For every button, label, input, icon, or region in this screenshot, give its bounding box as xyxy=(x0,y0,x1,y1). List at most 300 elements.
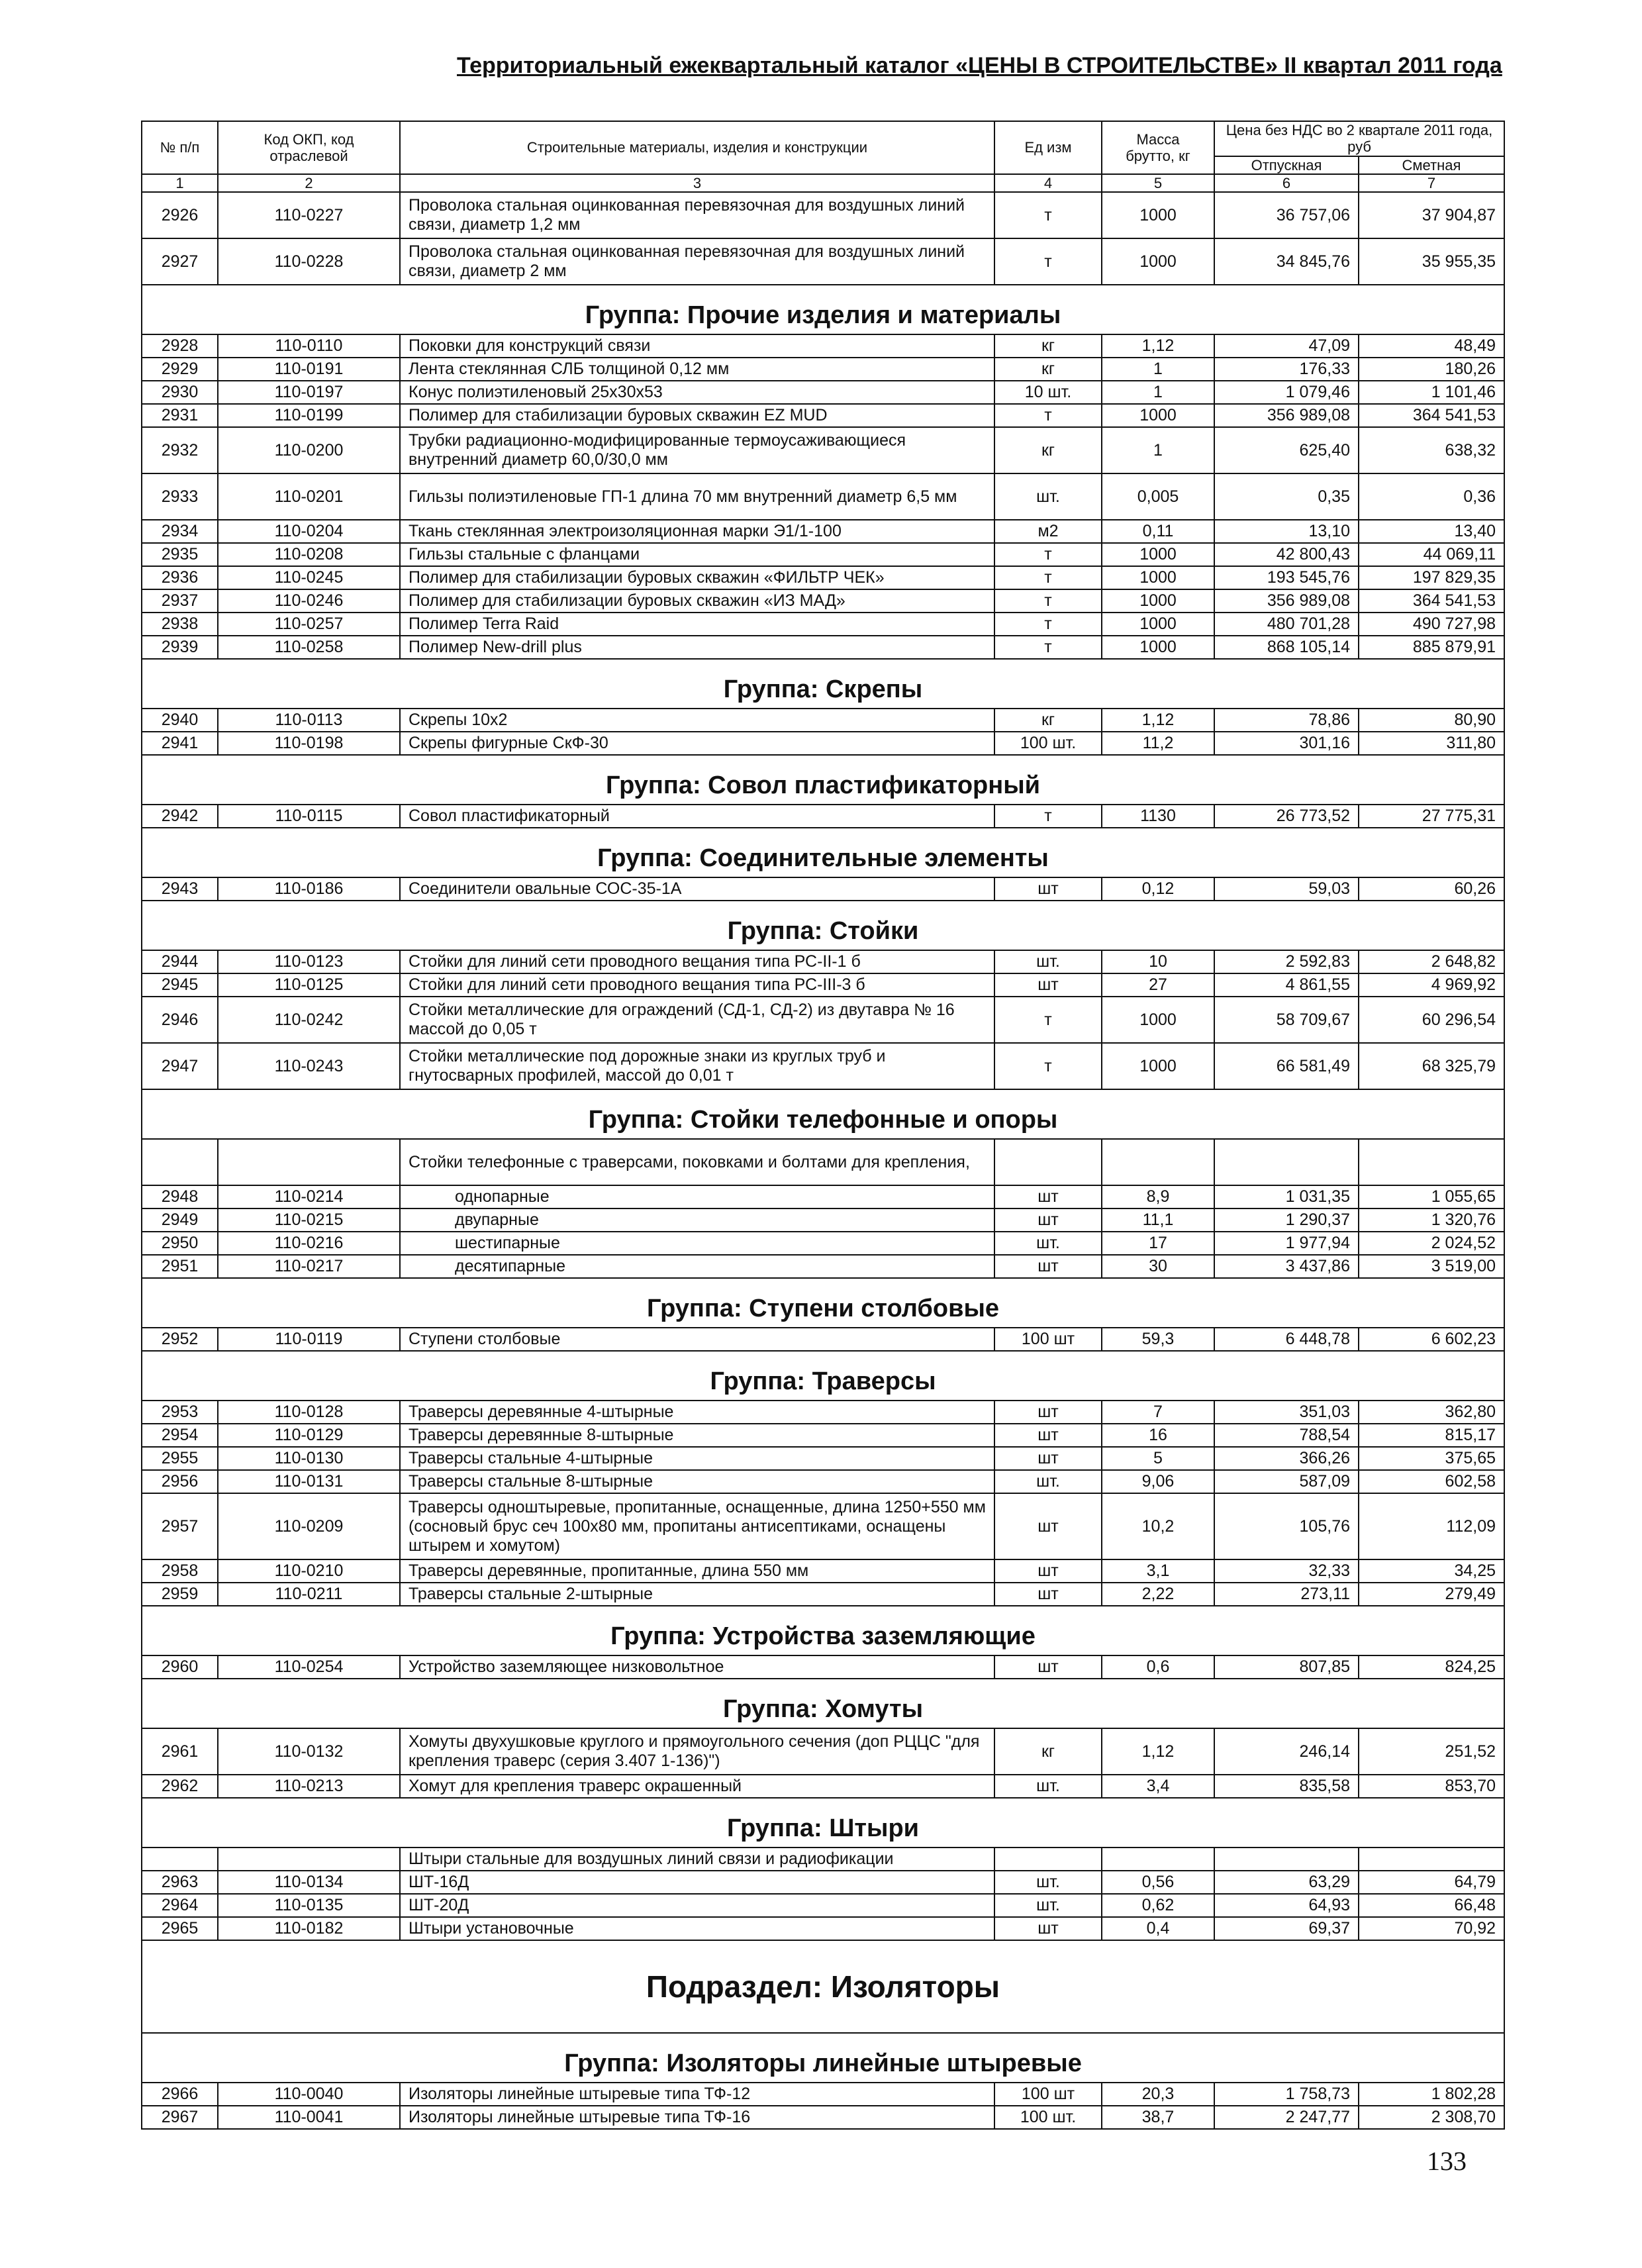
item-name: Изоляторы линейные штыревые типа ТФ-12 xyxy=(400,2083,994,2106)
unit: т xyxy=(994,192,1102,238)
price-release xyxy=(1214,1848,1359,1871)
item-name: ШТ-20Д xyxy=(400,1894,994,1917)
price-estimate: 885 879,91 xyxy=(1359,636,1504,659)
mass xyxy=(1102,1848,1214,1871)
table-row xyxy=(142,404,1504,427)
row-number: 2939 xyxy=(142,636,218,659)
row-number: 2965 xyxy=(142,1917,218,1940)
price-release: 1 977,94 xyxy=(1214,1232,1359,1255)
row-code: 110-0200 xyxy=(218,427,400,473)
price-estimate: 13,40 xyxy=(1359,520,1504,543)
group-title: Группа: Устройства заземляющие xyxy=(142,1606,1504,1655)
row-number: 2956 xyxy=(142,1470,218,1493)
unit: шт xyxy=(994,1401,1102,1424)
price-estimate: 197 829,35 xyxy=(1359,566,1504,589)
mass xyxy=(1102,1139,1214,1185)
price-estimate: 3 519,00 xyxy=(1359,1255,1504,1278)
row-code: 110-0245 xyxy=(218,566,400,589)
group-title: Группа: Изоляторы линейные штыревые xyxy=(142,2033,1504,2083)
row-code: 110-0134 xyxy=(218,1871,400,1894)
row-code: 110-0213 xyxy=(218,1775,400,1798)
row-number: 2952 xyxy=(142,1328,218,1351)
row-number: 2957 xyxy=(142,1493,218,1559)
mass: 1,12 xyxy=(1102,334,1214,358)
col-number: 6 xyxy=(1214,174,1359,192)
price-release: 835,58 xyxy=(1214,1775,1359,1798)
price-estimate: 80,90 xyxy=(1359,709,1504,732)
price-estimate: 364 541,53 xyxy=(1359,589,1504,613)
mass: 20,3 xyxy=(1102,2083,1214,2106)
price-release: 1 758,73 xyxy=(1214,2083,1359,2106)
unit: шт xyxy=(994,1185,1102,1208)
mass: 5 xyxy=(1102,1447,1214,1470)
price-release: 1 079,46 xyxy=(1214,381,1359,404)
price-estimate xyxy=(1359,1848,1504,1871)
price-estimate: 48,49 xyxy=(1359,334,1504,358)
price-estimate: 2 648,82 xyxy=(1359,950,1504,973)
table-row xyxy=(142,543,1504,566)
price-estimate: 6 602,23 xyxy=(1359,1328,1504,1351)
price-release: 807,85 xyxy=(1214,1655,1359,1679)
mass: 10 xyxy=(1102,950,1214,973)
price-estimate: 1 055,65 xyxy=(1359,1185,1504,1208)
table-row xyxy=(142,1447,1504,1470)
price-estimate: 1 320,76 xyxy=(1359,1208,1504,1232)
row-code: 110-0227 xyxy=(218,192,400,238)
group-title: Группа: Соединительные элементы xyxy=(142,828,1504,877)
item-name: Полимер Terra Raid xyxy=(400,613,994,636)
unit: шт xyxy=(994,1559,1102,1583)
mass: 3,4 xyxy=(1102,1775,1214,1798)
unit: т xyxy=(994,238,1102,285)
row-number: 2943 xyxy=(142,877,218,901)
row-number: 2931 xyxy=(142,404,218,427)
col-estimate-header: Сметная xyxy=(1359,156,1504,174)
unit: шт. xyxy=(994,1775,1102,1798)
price-estimate: 60 296,54 xyxy=(1359,997,1504,1043)
price-estimate: 44 069,11 xyxy=(1359,543,1504,566)
table-row xyxy=(142,709,1504,732)
unit: шт xyxy=(994,1655,1102,1679)
unit: шт. xyxy=(994,473,1102,520)
price-release: 273,11 xyxy=(1214,1583,1359,1606)
row-number xyxy=(142,1139,218,1185)
row-code: 110-0123 xyxy=(218,950,400,973)
row-code: 110-0217 xyxy=(218,1255,400,1278)
unit: 100 шт. xyxy=(994,732,1102,755)
price-estimate: 638,32 xyxy=(1359,427,1504,473)
table-row xyxy=(142,238,1504,285)
mass: 11,2 xyxy=(1102,732,1214,755)
row-number: 2942 xyxy=(142,805,218,828)
mass: 8,9 xyxy=(1102,1185,1214,1208)
col-number: 2 xyxy=(218,174,400,192)
group-title: Группа: Траверсы xyxy=(142,1351,1504,1401)
row-code: 110-0215 xyxy=(218,1208,400,1232)
price-estimate: 180,26 xyxy=(1359,358,1504,381)
item-name: Траверсы деревянные 8-штырные xyxy=(400,1424,994,1447)
table-row xyxy=(142,1917,1504,1940)
row-number: 2929 xyxy=(142,358,218,381)
group-title: Группа: Стойки телефонные и опоры xyxy=(142,1089,1504,1139)
item-name: Стойки металлические под дорожные знаки из круглых труб и гнутосварных профилей, массой до 0,01 т xyxy=(400,1043,994,1089)
price-estimate: 34,25 xyxy=(1359,1559,1504,1583)
price-estimate: 602,58 xyxy=(1359,1470,1504,1493)
row-code: 110-0208 xyxy=(218,543,400,566)
price-estimate: 2 308,70 xyxy=(1359,2106,1504,2129)
price-release: 3 437,86 xyxy=(1214,1255,1359,1278)
unit: шт. xyxy=(994,1232,1102,1255)
price-release: 480 701,28 xyxy=(1214,613,1359,636)
item-name: Скрепы фигурные СкФ-30 xyxy=(400,732,994,755)
price-release: 625,40 xyxy=(1214,427,1359,473)
row-code: 110-0214 xyxy=(218,1185,400,1208)
col-number: 7 xyxy=(1359,174,1504,192)
row-number: 2954 xyxy=(142,1424,218,1447)
table-row xyxy=(142,997,1504,1043)
mass: 1 xyxy=(1102,381,1214,404)
price-release: 105,76 xyxy=(1214,1493,1359,1559)
row-number: 2966 xyxy=(142,2083,218,2106)
row-number: 2967 xyxy=(142,2106,218,2129)
price-release: 2 247,77 xyxy=(1214,2106,1359,2129)
price-estimate: 35 955,35 xyxy=(1359,238,1504,285)
group-title: Группа: Скрепы xyxy=(142,659,1504,709)
col-name-header: Строительные материалы, изделия и конструкции xyxy=(400,121,994,174)
row-number: 2953 xyxy=(142,1401,218,1424)
note-row xyxy=(142,1848,1504,1871)
table-row xyxy=(142,1328,1504,1351)
item-name: Проволока стальная оцинкованная перевязочная для воздушных линий связи, диаметр 2 мм xyxy=(400,238,994,285)
row-number: 2948 xyxy=(142,1185,218,1208)
item-name: Изоляторы линейные штыревые типа ТФ-16 xyxy=(400,2106,994,2129)
price-estimate: 37 904,87 xyxy=(1359,192,1504,238)
row-code: 110-0228 xyxy=(218,238,400,285)
row-code: 110-0243 xyxy=(218,1043,400,1089)
mass: 1 xyxy=(1102,427,1214,473)
price-estimate: 824,25 xyxy=(1359,1655,1504,1679)
mass: 7 xyxy=(1102,1401,1214,1424)
mass: 9,06 xyxy=(1102,1470,1214,1493)
mass: 0,56 xyxy=(1102,1871,1214,1894)
group-heading-row xyxy=(142,285,1504,334)
mass: 1000 xyxy=(1102,404,1214,427)
col-mass-header: Масса брутто, кг xyxy=(1102,121,1214,174)
mass: 1000 xyxy=(1102,613,1214,636)
row-code: 110-0197 xyxy=(218,381,400,404)
price-release: 36 757,06 xyxy=(1214,192,1359,238)
price-release: 587,09 xyxy=(1214,1470,1359,1493)
unit: шт xyxy=(994,877,1102,901)
row-code: 110-0182 xyxy=(218,1917,400,1940)
row-code: 110-0211 xyxy=(218,1583,400,1606)
price-estimate xyxy=(1359,1139,1504,1185)
mass: 11,1 xyxy=(1102,1208,1214,1232)
unit: т xyxy=(994,404,1102,427)
item-name: Траверсы одноштыревые, пропитанные, оснащенные, длина 1250+550 мм (сосновый брус сеч 100х80 мм, пропитаны антисептиками, оснащены штырем и хомутом) xyxy=(400,1493,994,1559)
row-code xyxy=(218,1848,400,1871)
row-code: 110-0204 xyxy=(218,520,400,543)
item-name: Траверсы стальные 2-штырные xyxy=(400,1583,994,1606)
table-row xyxy=(142,1424,1504,1447)
price-table xyxy=(141,121,1505,2130)
item-name: Стойки металлические для ограждений (СД-1, СД-2) из двутавра № 16 массой до 0,05 т xyxy=(400,997,994,1043)
table-row xyxy=(142,1255,1504,1278)
price-estimate: 68 325,79 xyxy=(1359,1043,1504,1089)
table-row xyxy=(142,381,1504,404)
mass: 1000 xyxy=(1102,192,1214,238)
unit: шт xyxy=(994,1255,1102,1278)
col-release-header: Отпускная xyxy=(1214,156,1359,174)
item-name: Хомуты двухушковые круглого и прямоугольного сечения (доп РЦЦС "для крепления траверс (серия 3.407 1-136)") xyxy=(400,1728,994,1775)
row-number: 2934 xyxy=(142,520,218,543)
price-release: 246,14 xyxy=(1214,1728,1359,1775)
table-row xyxy=(142,950,1504,973)
mass: 1000 xyxy=(1102,997,1214,1043)
table-row xyxy=(142,427,1504,473)
table-row xyxy=(142,589,1504,613)
item-name: двупарные xyxy=(400,1208,994,1232)
unit: шт xyxy=(994,1424,1102,1447)
unit: 100 шт xyxy=(994,2083,1102,2106)
unit: шт. xyxy=(994,1894,1102,1917)
mass: 2,22 xyxy=(1102,1583,1214,1606)
note-row xyxy=(142,1139,1504,1185)
table-row xyxy=(142,2083,1504,2106)
price-estimate: 70,92 xyxy=(1359,1917,1504,1940)
row-number: 2951 xyxy=(142,1255,218,1278)
row-code: 110-0135 xyxy=(218,1894,400,1917)
unit: кг xyxy=(994,1728,1102,1775)
row-code: 110-0125 xyxy=(218,973,400,997)
table-row xyxy=(142,1894,1504,1917)
row-number: 2962 xyxy=(142,1775,218,1798)
mass: 10,2 xyxy=(1102,1493,1214,1559)
group-heading-row xyxy=(142,755,1504,805)
unit: т xyxy=(994,1043,1102,1089)
mass: 1130 xyxy=(1102,805,1214,828)
item-name: Проволока стальная оцинкованная перевязочная для воздушных линий связи, диаметр 1,2 мм xyxy=(400,192,994,238)
group-title: Группа: Хомуты xyxy=(142,1679,1504,1728)
price-release: 66 581,49 xyxy=(1214,1043,1359,1089)
row-code: 110-0201 xyxy=(218,473,400,520)
col-unit-header: Ед изм xyxy=(994,121,1102,174)
col-num-header: № п/п xyxy=(142,121,218,174)
group-heading-row xyxy=(142,1798,1504,1848)
mass: 0,6 xyxy=(1102,1655,1214,1679)
unit: шт xyxy=(994,973,1102,997)
table-row xyxy=(142,566,1504,589)
price-release: 42 800,43 xyxy=(1214,543,1359,566)
mass: 0,005 xyxy=(1102,473,1214,520)
mass: 1000 xyxy=(1102,636,1214,659)
mass: 38,7 xyxy=(1102,2106,1214,2129)
unit: т xyxy=(994,589,1102,613)
row-number: 2936 xyxy=(142,566,218,589)
table-row xyxy=(142,1493,1504,1559)
row-number: 2959 xyxy=(142,1583,218,1606)
row-code: 110-0128 xyxy=(218,1401,400,1424)
mass: 59,3 xyxy=(1102,1328,1214,1351)
row-code: 110-0186 xyxy=(218,877,400,901)
row-code: 110-0216 xyxy=(218,1232,400,1255)
group-title: Группа: Штыри xyxy=(142,1798,1504,1848)
unit: м2 xyxy=(994,520,1102,543)
unit: т xyxy=(994,997,1102,1043)
item-name: Траверсы стальные 8-штырные xyxy=(400,1470,994,1493)
price-release: 26 773,52 xyxy=(1214,805,1359,828)
table-row xyxy=(142,1655,1504,1679)
price-release: 2 592,83 xyxy=(1214,950,1359,973)
row-code: 110-0131 xyxy=(218,1470,400,1493)
price-estimate: 279,49 xyxy=(1359,1583,1504,1606)
row-code xyxy=(218,1139,400,1185)
row-code: 110-0132 xyxy=(218,1728,400,1775)
unit: кг xyxy=(994,427,1102,473)
item-name: Гильзы стальные с фланцами xyxy=(400,543,994,566)
item-name: Лента стеклянная СЛБ толщиной 0,12 мм xyxy=(400,358,994,381)
unit: 100 шт. xyxy=(994,2106,1102,2129)
unit: т xyxy=(994,566,1102,589)
table-row xyxy=(142,1583,1504,1606)
price-estimate: 60,26 xyxy=(1359,877,1504,901)
mass: 1000 xyxy=(1102,238,1214,285)
row-code: 110-0040 xyxy=(218,2083,400,2106)
row-code: 110-0041 xyxy=(218,2106,400,2129)
group-heading-row xyxy=(142,659,1504,709)
table-row xyxy=(142,613,1504,636)
price-release: 63,29 xyxy=(1214,1871,1359,1894)
price-estimate: 375,65 xyxy=(1359,1447,1504,1470)
subsection-heading-row xyxy=(142,1940,1504,2033)
row-code: 110-0130 xyxy=(218,1447,400,1470)
row-number: 2941 xyxy=(142,732,218,755)
row-code: 110-0113 xyxy=(218,709,400,732)
price-release: 64,93 xyxy=(1214,1894,1359,1917)
price-release: 1 290,37 xyxy=(1214,1208,1359,1232)
row-number: 2947 xyxy=(142,1043,218,1089)
price-estimate: 4 969,92 xyxy=(1359,973,1504,997)
price-release: 32,33 xyxy=(1214,1559,1359,1583)
price-estimate: 27 775,31 xyxy=(1359,805,1504,828)
unit: кг xyxy=(994,358,1102,381)
item-name: Штыри стальные для воздушных линий связи и радиофикации xyxy=(400,1848,994,1871)
price-release: 13,10 xyxy=(1214,520,1359,543)
group-heading-row xyxy=(142,828,1504,877)
subsection-title: Подраздел: Изоляторы xyxy=(142,1940,1504,2033)
price-estimate: 66,48 xyxy=(1359,1894,1504,1917)
group-heading-row xyxy=(142,2033,1504,2083)
row-number: 2955 xyxy=(142,1447,218,1470)
item-name: Конус полиэтиленовый 25х30х53 xyxy=(400,381,994,404)
item-name: шестипарные xyxy=(400,1232,994,1255)
group-title: Группа: Ступени столбовые xyxy=(142,1278,1504,1328)
unit: шт. xyxy=(994,1470,1102,1493)
row-code: 110-0199 xyxy=(218,404,400,427)
unit: шт xyxy=(994,1208,1102,1232)
item-name: Поковки для конструкций связи xyxy=(400,334,994,358)
table-row xyxy=(142,1232,1504,1255)
table-row xyxy=(142,1728,1504,1775)
item-name: Соединители овальные СОС-35-1А xyxy=(400,877,994,901)
item-name: Ступени столбовые xyxy=(400,1328,994,1351)
row-code: 110-0246 xyxy=(218,589,400,613)
table-row xyxy=(142,1208,1504,1232)
mass: 1000 xyxy=(1102,543,1214,566)
row-number: 2950 xyxy=(142,1232,218,1255)
unit: шт xyxy=(994,1583,1102,1606)
row-number xyxy=(142,1848,218,1871)
table-row xyxy=(142,1559,1504,1583)
table-row xyxy=(142,1470,1504,1493)
row-code: 110-0198 xyxy=(218,732,400,755)
table-row xyxy=(142,732,1504,755)
price-release: 69,37 xyxy=(1214,1917,1359,1940)
row-code: 110-0210 xyxy=(218,1559,400,1583)
price-release: 0,35 xyxy=(1214,473,1359,520)
row-code: 110-0258 xyxy=(218,636,400,659)
mass: 27 xyxy=(1102,973,1214,997)
unit: т xyxy=(994,805,1102,828)
table-row xyxy=(142,520,1504,543)
group-heading-row xyxy=(142,1089,1504,1139)
unit: шт xyxy=(994,1917,1102,1940)
price-estimate: 2 024,52 xyxy=(1359,1232,1504,1255)
group-heading-row xyxy=(142,1278,1504,1328)
group-heading-row xyxy=(142,1606,1504,1655)
row-code: 110-0129 xyxy=(218,1424,400,1447)
table-row xyxy=(142,334,1504,358)
row-number: 2944 xyxy=(142,950,218,973)
table-row xyxy=(142,636,1504,659)
row-code: 110-0257 xyxy=(218,613,400,636)
price-estimate: 311,80 xyxy=(1359,732,1504,755)
price-release: 356 989,08 xyxy=(1214,589,1359,613)
row-number: 2927 xyxy=(142,238,218,285)
item-name: Стойки телефонные с траверсами, поковками и болтами для крепления, xyxy=(400,1139,994,1185)
mass: 1,12 xyxy=(1102,1728,1214,1775)
price-release: 788,54 xyxy=(1214,1424,1359,1447)
col-number: 3 xyxy=(400,174,994,192)
price-estimate: 853,70 xyxy=(1359,1775,1504,1798)
row-number: 2937 xyxy=(142,589,218,613)
item-name: Стойки для линий сети проводного вещания типа РС-III-3 б xyxy=(400,973,994,997)
mass: 30 xyxy=(1102,1255,1214,1278)
price-release: 34 845,76 xyxy=(1214,238,1359,285)
table-row xyxy=(142,877,1504,901)
item-name: десятипарные xyxy=(400,1255,994,1278)
unit: 100 шт xyxy=(994,1328,1102,1351)
row-number: 2949 xyxy=(142,1208,218,1232)
row-code: 110-0115 xyxy=(218,805,400,828)
table-row xyxy=(142,1185,1504,1208)
item-name: Траверсы деревянные 4-штырные xyxy=(400,1401,994,1424)
table-row xyxy=(142,2106,1504,2129)
row-code: 110-0242 xyxy=(218,997,400,1043)
unit xyxy=(994,1848,1102,1871)
row-number: 2945 xyxy=(142,973,218,997)
page-number: 133 xyxy=(1427,2146,1467,2176)
row-code: 110-0110 xyxy=(218,334,400,358)
price-estimate: 0,36 xyxy=(1359,473,1504,520)
group-title: Группа: Совол пластификаторный xyxy=(142,755,1504,805)
row-number: 2946 xyxy=(142,997,218,1043)
mass: 0,12 xyxy=(1102,877,1214,901)
item-name: Ткань стеклянная электроизоляционная марки Э1/1-100 xyxy=(400,520,994,543)
price-release: 4 861,55 xyxy=(1214,973,1359,997)
row-number: 2928 xyxy=(142,334,218,358)
unit: кг xyxy=(994,334,1102,358)
